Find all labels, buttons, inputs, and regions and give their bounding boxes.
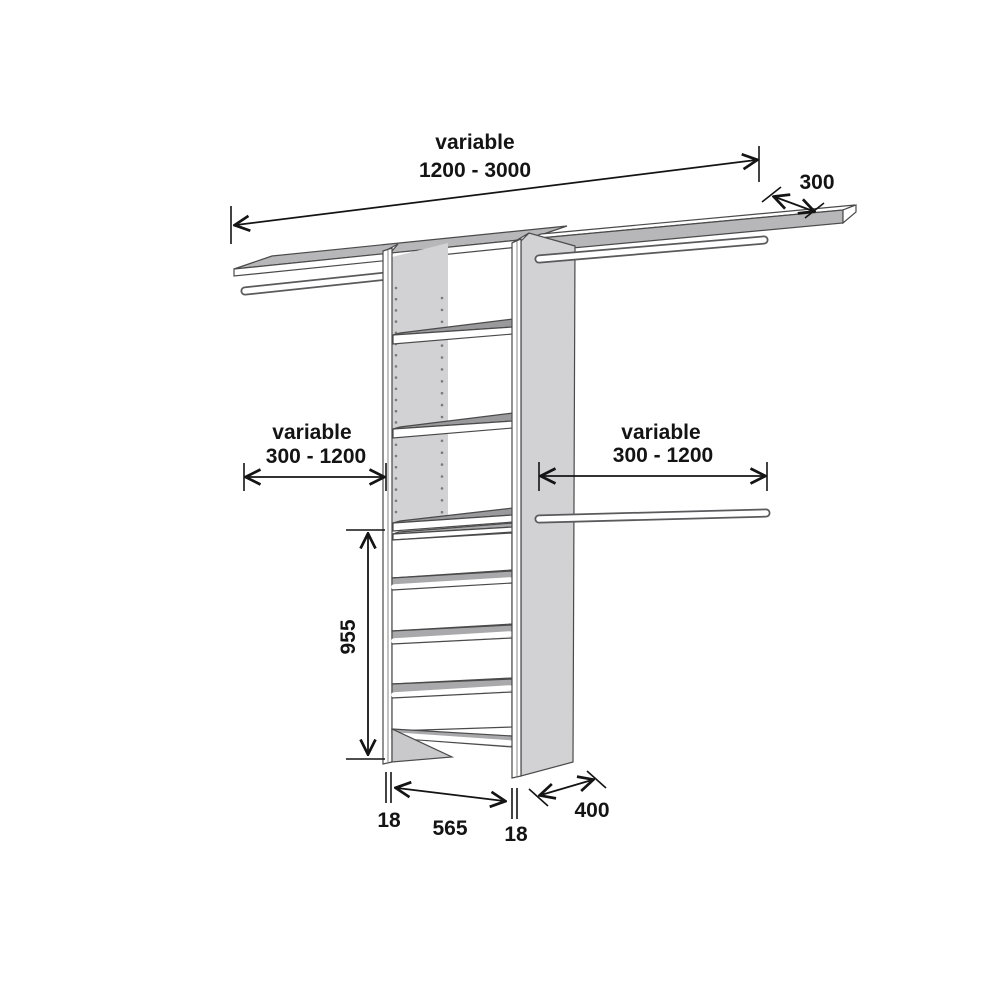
dim-right-panel-depth-value: 400: [574, 799, 610, 822]
right-lower-hanging-rail: [539, 513, 766, 519]
drawer-3: [392, 638, 512, 684]
dim-left-section-value: 300 - 1200: [265, 445, 367, 468]
drawer-2: [392, 583, 512, 631]
drawer-1: [392, 533, 512, 578]
dim-inner-width: [397, 788, 504, 840]
dim-left-section: [244, 421, 386, 491]
right-panel-front-edge: [512, 239, 521, 778]
right-panel-side-face: [521, 233, 575, 776]
dim-right-section-value: 300 - 1200: [612, 444, 714, 467]
drawer-stack: [392, 533, 512, 762]
dim-inner-width-value: 565: [432, 817, 468, 840]
dim-right-panel-thickness: [504, 788, 528, 846]
dim-left-panel-thickness: [377, 772, 401, 832]
dim-tower-height: [337, 530, 385, 759]
dim-total-width-value: 1200 - 3000: [418, 159, 532, 182]
dim-right-section-label: variable: [621, 421, 701, 444]
dim-shelf-depth-value: 300: [799, 171, 835, 194]
drawer-4: [392, 692, 512, 731]
left-hanging-rail: [245, 276, 387, 291]
left-panel-inner-face: [392, 243, 448, 525]
dim-tower-height-value: 955: [337, 619, 360, 655]
tower-right-panel: [512, 233, 575, 778]
dim-total-width-label: variable: [435, 131, 515, 154]
dim-left-panel-thickness-value: 18: [377, 809, 401, 832]
left-panel-front-edge: [383, 248, 392, 764]
dim-right-panel-thickness-value: 18: [504, 823, 528, 846]
dim-right-panel-depth: [529, 771, 610, 822]
dim-left-section-label: variable: [272, 421, 352, 444]
